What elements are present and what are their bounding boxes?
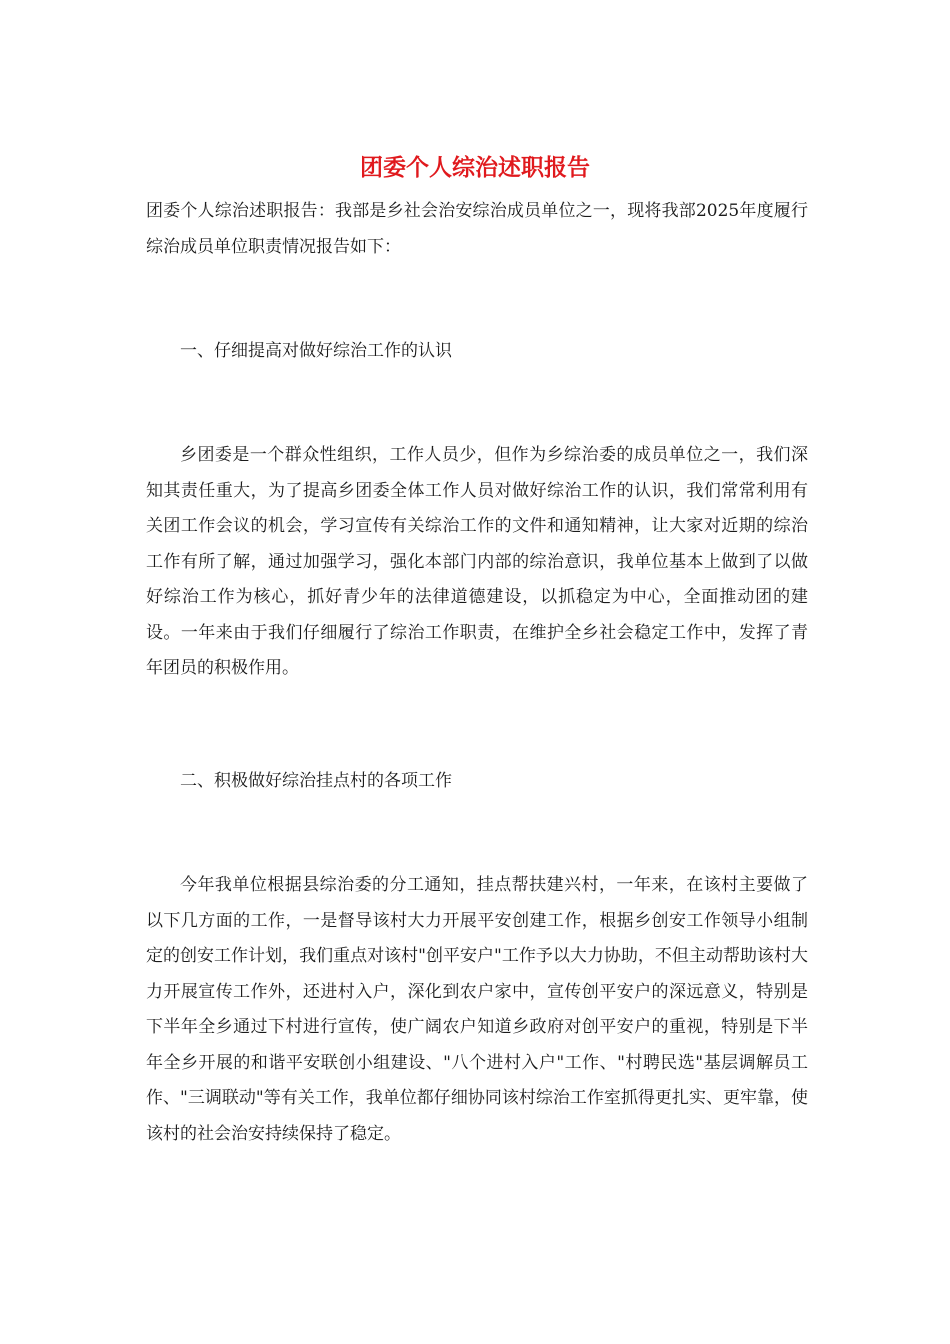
- section-2-heading: 二、积极做好综治挂点村的各项工作: [180, 771, 452, 791]
- section-1-paragraph: 乡团委是一个群众性组织，工作人员少，但作为乡综治委的成员单位之一，我们深知其责任重大，为了提高乡团委全体工作人员对做好综治工作的认识，我们常常利用有关团工作会议的机会，学习宣传有关综治工作的文件和通知精神，让大家对近期的综治工作有所了解，通过加强学习，强化本部门内部的综治意识，我单位基本上做到了以做好综治工作为核心，抓好青少年的法律道德建设，以抓稳定为中心，全面推动团的建设。一年来由于我们仔细履行了综治工作职责，在维护全乡社会稳定工作中，发挥了青年团员的积极作用。: [146, 445, 808, 678]
- intro-paragraph: 团委个人综治述职报告：我部是乡社会治安综治成员单位之一，现将我部2025年度履行综治成员单位职责情况报告如下：: [146, 201, 808, 257]
- section-1-heading: 一、仔细提高对做好综治工作的认识: [180, 341, 452, 361]
- section-2-paragraph: 今年我单位根据县综治委的分工通知，挂点帮扶建兴村，一年来，在该村主要做了以下几方面的工作，一是督导该村大力开展平安创建工作，根据乡创安工作领导小组制定的创安工作计划，我们重点对该村"创平安户"工作予以大力协助，不但主动帮助该村大力开展宣传工作外，还进村入户，深化到农户家中，宣传创平安户的深远意义，特别是下半年全乡通过下村进行宣传，使广阔农户知道乡政府对创平安户的重视，特别是下半年全乡开展的和谐平安联创小组建设、"八个进村入户"工作、"村聘民选"基层调解员工作、"三调联动"等有关工作，我单位都仔细协同该村综治工作室抓得更扎实、更牢靠，使该村的社会治安持续保持了稳定。: [146, 875, 808, 1144]
- document-title: 团委个人综治述职报告: [360, 154, 590, 181]
